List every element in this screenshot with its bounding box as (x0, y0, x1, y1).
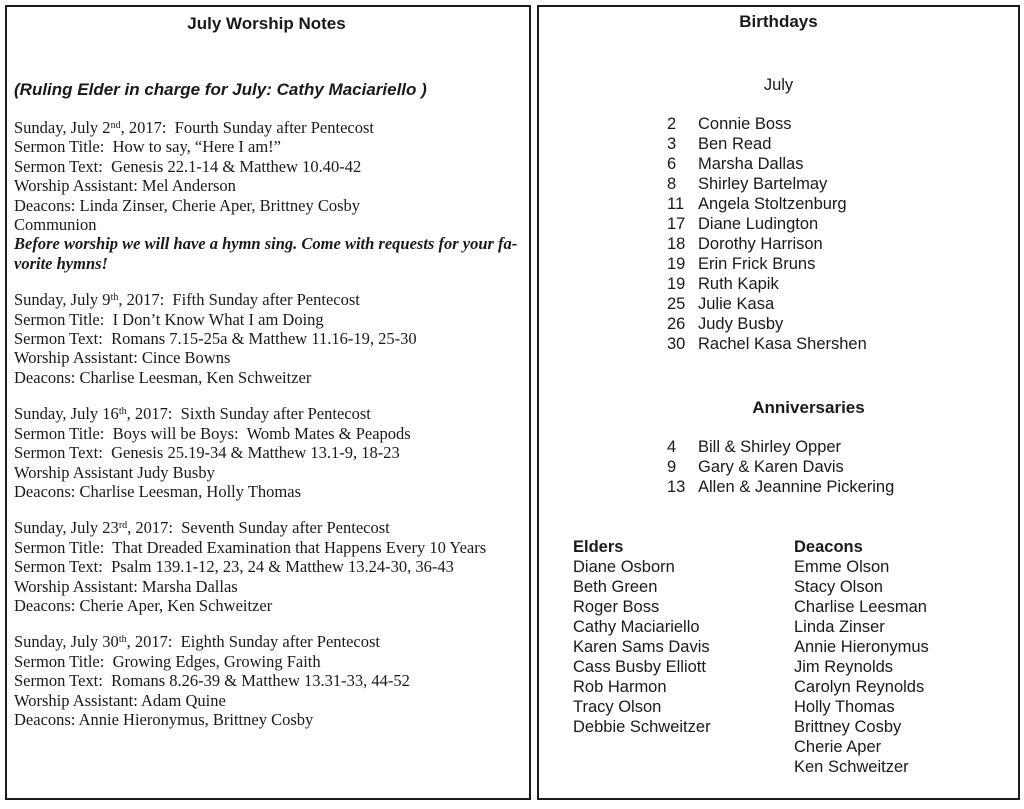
service-date-ordinal: rd (118, 520, 128, 532)
service-detail-line: Sermon Title: Growing Edges, Growing Faith (14, 651, 321, 671)
roster-row (539, 294, 1018, 314)
roster-day: 13 (667, 478, 686, 496)
officer-name: Emme Olson (794, 558, 890, 576)
roster-row (539, 457, 1018, 477)
birthdays-panel (537, 5, 1020, 800)
officer-name: Beth Green (573, 578, 658, 596)
service-entry (14, 118, 519, 273)
officer-name: Brittney Cosby (794, 718, 902, 736)
roster-row (539, 254, 1018, 274)
roster-row (539, 477, 1018, 497)
roster-day: 9 (667, 458, 677, 476)
officer-name: Debbie Schweitzer (573, 718, 711, 736)
service-entry (14, 632, 519, 729)
service-detail-line: Sermon Text: Psalm 139.1-12, 23, 24 & Matthew 13.24-30, 36-43 (14, 557, 454, 577)
roster-row (539, 334, 1018, 354)
roster-day: 17 (667, 215, 686, 233)
roster-name: Shirley Bartelmay (698, 175, 828, 193)
service-date-line (14, 518, 519, 537)
service-detail-line: Sermon Text: Genesis 25.19-34 & Matthew 13.1-9, 18-23 (14, 443, 400, 463)
roster-day: 8 (667, 175, 677, 193)
roster-row (539, 154, 1018, 174)
service-detail-line: Deacons: Linda Zinser, Cherie Aper, Brittney Cosby (14, 195, 361, 215)
service-detail-line: Deacons: Cherie Aper, Ken Schweitzer (14, 595, 273, 615)
roster-row (539, 437, 1018, 457)
roster-name: Judy Busby (698, 315, 784, 333)
anniversaries-title: Anniversaries (752, 398, 865, 417)
service-entry (14, 404, 519, 501)
service-detail-line: Sermon Text: Genesis 22.1-14 & Matthew 10.40-42 (14, 156, 362, 176)
elders-header: Elders (573, 538, 624, 556)
service-date-prefix: Sunday, July 30 (14, 632, 119, 652)
worship-notes-title: July Worship Notes (187, 14, 346, 33)
deacons-header: Deacons (794, 538, 863, 556)
roster-name: Erin Frick Bruns (698, 255, 816, 273)
officer-name: Stacy Olson (794, 578, 883, 596)
service-date-line (14, 118, 519, 137)
service-detail-line: Deacons: Annie Hieronymus, Brittney Cosby (14, 709, 314, 729)
officer-name: Roger Boss (573, 598, 660, 616)
officer-name: Holly Thomas (794, 698, 895, 716)
service-entry (14, 518, 519, 615)
roster-name: Bill & Shirley Opper (698, 438, 842, 456)
roster-row (539, 134, 1018, 154)
service-note-line: Before worship we will have a hymn sing. Come with requests for your fa- (14, 234, 518, 254)
elders-column (573, 537, 794, 777)
service-detail-line: Communion (14, 215, 97, 235)
service-date-suffix: , 2017: Fifth Sunday after Pentecost (118, 290, 360, 310)
roster-day: 19 (667, 275, 686, 293)
roster-day: 3 (667, 135, 677, 153)
anniversary-list (539, 437, 1018, 497)
month-label: July (763, 76, 794, 94)
roster-day: 11 (667, 195, 685, 213)
roster-day: 26 (667, 315, 686, 333)
service-detail-line: Worship Assistant: Marsha Dallas (14, 576, 238, 596)
worship-notes-panel (5, 5, 531, 800)
service-date-ordinal: th (118, 634, 127, 646)
officer-name: Annie Hieronymus (794, 638, 929, 656)
service-detail-line: Sermon Text: Romans 8.26-39 & Matthew 13.31-33, 44-52 (14, 671, 410, 691)
officer-name: Carolyn Reynolds (794, 678, 925, 696)
officer-name: Ken Schweitzer (794, 758, 909, 776)
deacons-list (794, 557, 929, 777)
service-date-suffix: , 2017: Sixth Sunday after Pentecost (126, 404, 371, 424)
service-date-ordinal: th (118, 406, 127, 418)
roster-name: Angela Stoltzenburg (698, 195, 847, 213)
service-date-prefix: Sunday, July 2 (14, 118, 111, 137)
ruling-elder-note: (Ruling Elder in charge for July: Cathy Maciariello ) (14, 80, 427, 99)
service-date-prefix: Sunday, July 23 (14, 518, 119, 538)
officer-name: Charlise Leesman (794, 598, 927, 616)
roster-row (539, 234, 1018, 254)
roster-day: 6 (667, 155, 677, 173)
roster-row (539, 314, 1018, 334)
worship-notes-content (7, 14, 529, 729)
birthdays-title: Birthdays (739, 12, 818, 31)
service-date-ordinal: nd (110, 120, 121, 131)
service-date-suffix: , 2017: Fourth Sunday after Pentecost (120, 118, 374, 137)
service-detail-line: Worship Assistant Judy Busby (14, 462, 215, 482)
roster-name: Gary & Karen Davis (698, 458, 844, 476)
roster-name: Diane Ludington (698, 215, 819, 233)
service-date-line (14, 290, 519, 309)
officer-name: Cherie Aper (794, 738, 882, 756)
roster-name: Allen & Jeannine Pickering (698, 478, 895, 496)
roster-name: Connie Boss (698, 115, 792, 133)
service-detail-line: Sermon Title: Boys will be Boys: Womb Mates & Peapods (14, 423, 411, 443)
service-detail-line: Sermon Title: I Don’t Know What I am Doing (14, 309, 324, 329)
roster-row (539, 194, 1018, 214)
officer-name: Cathy Maciariello (573, 618, 700, 636)
officer-name: Rob Harmon (573, 678, 667, 696)
roster-name: Julie Kasa (698, 295, 775, 313)
service-detail-line: Sermon Text: Romans 7.15-25a & Matthew 11.16-19, 25-30 (14, 329, 417, 349)
service-date-line (14, 632, 519, 651)
roster-name: Marsha Dallas (698, 155, 804, 173)
roster-row (539, 174, 1018, 194)
officer-name: Cass Busby Elliott (573, 658, 706, 676)
roster-row (539, 114, 1018, 134)
officer-name: Tracy Olson (573, 698, 662, 716)
roster-row (539, 274, 1018, 294)
roster-day: 2 (667, 115, 677, 133)
roster-name: Ben Read (698, 135, 772, 153)
roster-name: Dorothy Harrison (698, 235, 823, 253)
birthday-list (539, 114, 1018, 354)
roster-row (539, 214, 1018, 234)
roster-day: 4 (667, 438, 677, 456)
service-detail-line: Worship Assistant: Mel Anderson (14, 176, 236, 196)
officer-name: Diane Osborn (573, 558, 675, 576)
roster-name: Rachel Kasa Shershen (698, 335, 867, 353)
deacons-column (794, 537, 929, 777)
service-date-prefix: Sunday, July 16 (14, 404, 119, 424)
service-detail-line: Worship Assistant: Cince Bowns (14, 348, 231, 368)
service-detail-line: Worship Assistant: Adam Quine (14, 690, 226, 710)
roster-day: 30 (667, 335, 686, 353)
service-date-suffix: , 2017: Seventh Sunday after Pentecost (127, 518, 390, 538)
service-detail-line: Sermon Title: That Dreaded Examination that Happens Every 10 Years (14, 537, 487, 557)
birthdays-content (539, 12, 1018, 777)
service-date-prefix: Sunday, July 9 (14, 290, 111, 310)
officers-section (539, 537, 1018, 777)
service-date-line (14, 404, 519, 423)
roster-day: 25 (667, 295, 686, 313)
service-date-ordinal: th (110, 292, 119, 304)
service-date-suffix: , 2017: Eighth Sunday after Pentecost (126, 632, 381, 652)
service-detail-line: Sermon Title: How to say, “Here I am!” (14, 137, 282, 157)
service-entry (14, 290, 519, 387)
officer-name: Karen Sams Davis (573, 638, 710, 656)
officer-name: Linda Zinser (794, 618, 885, 636)
roster-day: 18 (667, 235, 686, 253)
service-detail-line: Deacons: Charlise Leesman, Holly Thomas (14, 481, 302, 501)
service-detail-line: Deacons: Charlise Leesman, Ken Schweitzer (14, 367, 312, 387)
service-note-line: vorite hymns! (14, 253, 108, 273)
officer-name: Jim Reynolds (794, 658, 894, 676)
service-list (14, 118, 519, 729)
roster-day: 19 (667, 255, 686, 273)
roster-name: Ruth Kapik (698, 275, 779, 293)
elders-list (573, 557, 794, 737)
